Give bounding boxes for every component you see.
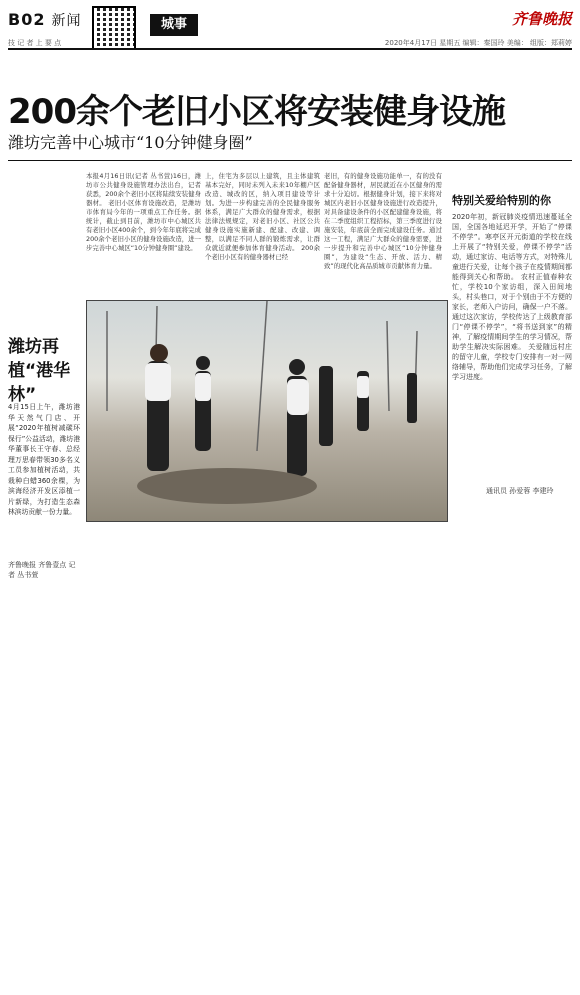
main-col-3: 老旧，有的健身设施功能单一，有的没有配备健身器材，居民就近在小区健身的需求十分迫切。根据健身计划，接下来将对城区内老旧小区健身设施进行改造提升，对具备建设条件的小区配建健身设施，将在二季度组织工程招标，第三季度进行设施安装，年底前全面完成建设任务。通过这一工程，满足广大群众的健身需要，进一步提升和完善中心城区“10分钟健身圈”，为建设“生态、开放、活力、精致”的现代化高品质城市贡献体育力量。 xyxy=(324,172,442,270)
photo-story-body: 4月15日上午，潍坊港华天然气门店、开展“2020年植树减碳环保行”公益活动，潍坊港华董事长王守春、总经理万思春带领30多名义工员参加植树活动，共栽种白蜡360余棵，为滨海经济开发区添植一片新绿，为打造生态森林滨坊贡献一份力量。 xyxy=(8,403,80,516)
main-col-1: 本报4月16日讯(记者 丛书萱)16日，潍坊市公共健身设施管理办法出台，记者获悉，200余个老旧小区将陆续安装健身器材。 老旧小区体育设施改造，是潍坊市体育局今年的一项重点工作任务。据统计，截止到目前，潍坊市中心城区共有老旧小区400余个，到今年年底将完成200余个老旧小区的健身设施改造，进一步完善中心城区“10分钟健身圈”建设。 xyxy=(86,172,201,252)
top-rule xyxy=(8,48,572,50)
newspaper-logo: 齐鲁晚报 xyxy=(511,10,572,28)
tree-planting-photo xyxy=(86,300,448,522)
main-headline: 200余个老旧小区将安装健身设施 xyxy=(8,92,505,132)
reporter-line: 技 记 者 上 要 点 xyxy=(8,39,62,47)
headline-rule xyxy=(8,160,572,161)
main-col-2: 上，住宅为多层以上建筑，且主体建筑基本完好，同时未列入未来10年棚户区改造、城改的区，纳入项目建设等计划。为进一步构建完善的全民健身服务体系，满足广大群众的健身需求，根据法律法规规定，对老旧小区、社区公共健身设施实施新建、配建、改建、调整，以满足不同人群的锻炼需求，让群众就近就便参加体育健身活动。 200余个老旧小区有的健身器材已经 xyxy=(205,172,320,261)
date-line: 2020年4月17日 星期五 编辑：秦国玲 美编： 组版：郑莉婷 xyxy=(384,39,572,47)
photo-story-title: 潍坊再植“港华林” xyxy=(8,337,71,405)
meta-line xyxy=(8,38,572,48)
side-byline: 通讯员 孙爱蓉 李建玲 xyxy=(486,487,554,495)
page-number: B02 新闻 xyxy=(8,10,82,29)
section-name: 新闻 xyxy=(51,13,82,29)
section-tag: 城事 xyxy=(150,14,198,36)
side-body: 2020年初，新冠肺炎疫情迅速蔓延全国，全国各地延迟开学，开始了“停课不停学”。寒亭区开元街道的学校在线上开展了“特别关爱，停课不停学”活动，通过家访、电话等方式，对特殊儿童进行关爱，让每个孩子在疫情期间都能得到关心和帮助。 农村正值春种农忙，学校10个家访组，深入田间地头，村头巷口，对于个别由于不方便的家长，老师入户访问，确保一户不落。通过这次家访，学校传达了上级教育部门“停课不停学”，“将书送到家”的精神，了解疫情期间学生的学习情况，帮助学生解决实际困难。 关爱随远村庄的留守儿童，学校专门安排有一对一网络辅导，帮助他们完成学习任务，了解学习进度。 xyxy=(452,213,572,381)
photo-story-byline: 齐鲁晚报 齐鲁壹点 记者 丛书萱 xyxy=(8,561,76,579)
side-headline: 特别关爱给特别的你 xyxy=(452,194,551,207)
main-subhead: 潍坊完善中心城市“10分钟健身圈” xyxy=(8,133,253,152)
